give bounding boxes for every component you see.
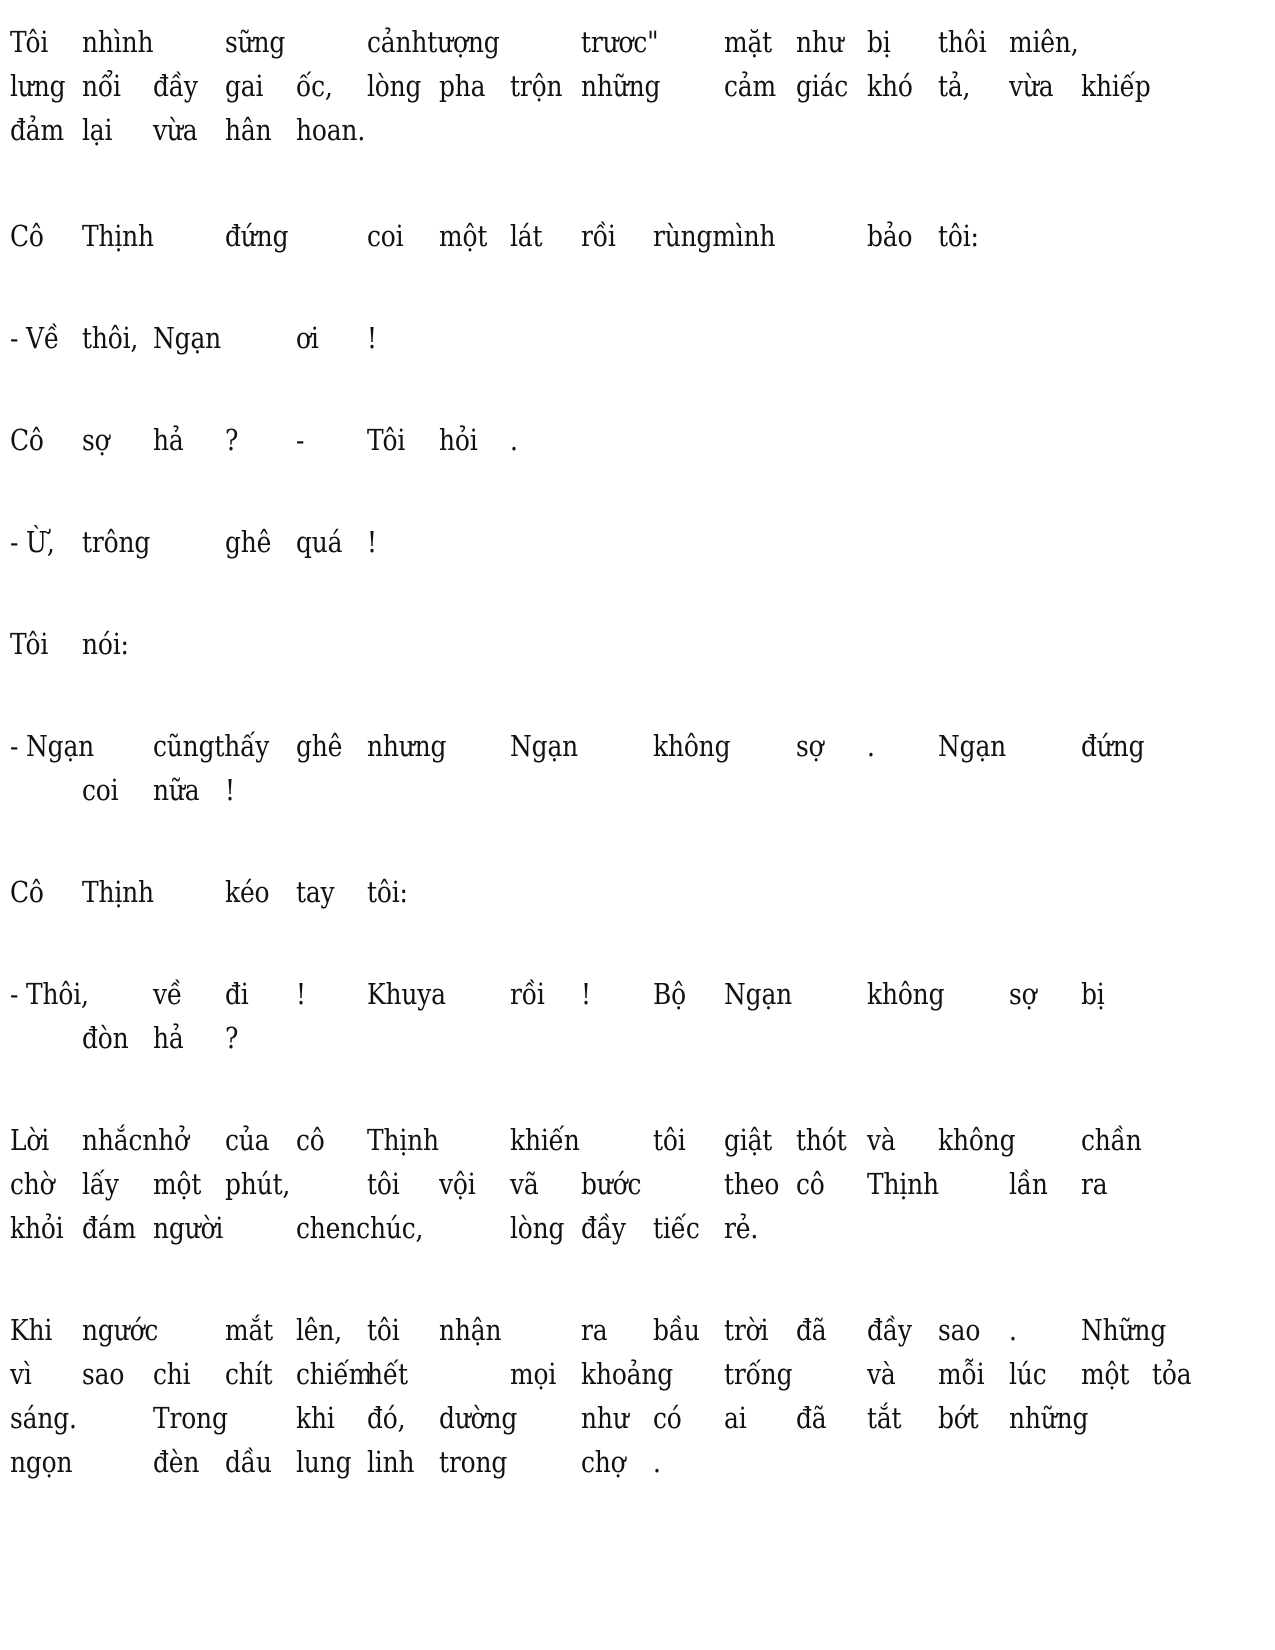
word: vừa <box>153 113 198 147</box>
word: như <box>796 25 844 59</box>
word: ! <box>367 525 377 559</box>
word: nhận <box>439 1313 502 1347</box>
word: ơi <box>296 321 319 355</box>
word: rùngmình <box>653 219 776 253</box>
word: khoảng <box>581 1357 674 1391</box>
word: bớt <box>938 1401 979 1435</box>
word: Cô <box>10 219 44 253</box>
word: dầu <box>225 1445 272 1479</box>
word: Ngạn <box>938 729 1007 763</box>
word: hân <box>225 113 272 147</box>
word: coi <box>82 773 119 807</box>
word: đèn <box>153 1445 200 1479</box>
word: ghê <box>225 525 272 559</box>
word: phút, <box>225 1167 291 1201</box>
word: Ngạn <box>510 729 579 763</box>
word: lấy <box>82 1167 119 1201</box>
word: giật <box>724 1123 773 1157</box>
word: gai <box>225 69 264 103</box>
word: thót <box>796 1123 847 1157</box>
word: Thịnh <box>867 1167 939 1201</box>
word: người <box>153 1211 224 1245</box>
word: đòn <box>82 1021 129 1055</box>
text-line <box>0 974 1275 1014</box>
word: lần <box>1009 1167 1048 1201</box>
word: quá <box>296 525 343 559</box>
word: coi <box>367 219 404 253</box>
word: tiếc <box>653 1211 700 1245</box>
word: trông <box>82 525 151 559</box>
word: của <box>225 1123 270 1157</box>
text-line <box>0 1442 1275 1482</box>
word: trộn <box>510 69 563 103</box>
word: đứng <box>225 219 289 253</box>
word: tay <box>296 875 335 909</box>
word: ? <box>225 423 239 457</box>
word: mỗi <box>938 1357 985 1391</box>
word: Khuya <box>367 977 446 1011</box>
word: mắt <box>225 1313 274 1347</box>
word: cô <box>796 1167 825 1201</box>
word: miên, <box>1009 25 1079 59</box>
text-line <box>0 522 1275 562</box>
word: đã <box>796 1401 827 1435</box>
word: tả, <box>938 69 971 103</box>
word: Khi <box>10 1313 53 1347</box>
word: ! <box>581 977 591 1011</box>
word: chợ <box>581 1445 626 1479</box>
word: ! <box>225 773 235 807</box>
word: . <box>1009 1313 1017 1347</box>
word: - Thôi, <box>10 977 89 1011</box>
word: Ngạn <box>724 977 793 1011</box>
word: . <box>510 423 518 457</box>
word: - Ừ, <box>10 525 55 559</box>
word: nổi <box>82 69 121 103</box>
word: vừa <box>1009 69 1054 103</box>
word: đầy <box>153 69 198 103</box>
word: ngọn <box>10 1445 73 1479</box>
word: rồi <box>581 219 616 253</box>
text-line <box>0 420 1275 460</box>
word: sợ <box>1009 977 1037 1011</box>
text-line <box>0 1310 1275 1350</box>
text-line <box>0 110 1275 150</box>
word: tỏa <box>1152 1357 1192 1391</box>
word: bị <box>867 25 891 59</box>
word: rẻ. <box>724 1211 759 1245</box>
word: đầy <box>867 1313 912 1347</box>
text-line <box>0 770 1275 810</box>
word: mặt <box>724 25 773 59</box>
word: dường <box>439 1401 518 1435</box>
word: vã <box>510 1167 539 1201</box>
word: cũngthấy <box>153 729 270 763</box>
word: sao <box>938 1313 981 1347</box>
word: không <box>938 1123 1016 1157</box>
word: lòng <box>510 1211 565 1245</box>
text-line <box>0 1398 1275 1438</box>
word: ngước <box>82 1313 159 1347</box>
word: lên, <box>296 1313 343 1347</box>
word: chần <box>1081 1123 1142 1157</box>
word: - <box>296 423 305 457</box>
word: đi <box>225 977 249 1011</box>
word: Tôi <box>367 423 406 457</box>
word: ? <box>225 1021 239 1055</box>
word: kéo <box>225 875 270 909</box>
word: rồi <box>510 977 545 1011</box>
text-line <box>0 318 1275 358</box>
word: pha <box>439 69 486 103</box>
word: chenchúc, <box>296 1211 424 1245</box>
word: ! <box>296 977 306 1011</box>
word: khiếp <box>1081 69 1151 103</box>
word: Cô <box>10 423 44 457</box>
word: đó, <box>367 1401 406 1435</box>
text-line <box>0 66 1275 106</box>
word: - Ngạn <box>10 729 95 763</box>
text-line <box>0 726 1275 766</box>
word: và <box>867 1357 896 1391</box>
word: nữa <box>153 773 200 807</box>
text-line <box>0 872 1275 912</box>
word: hỏi <box>439 423 478 457</box>
word: cảnhtượng <box>367 25 500 59</box>
word: nói: <box>82 627 129 661</box>
word: lát <box>510 219 543 253</box>
word: hả <box>153 1021 184 1055</box>
word: nhình <box>82 25 154 59</box>
word: ghê <box>296 729 343 763</box>
word: Bộ <box>653 977 687 1011</box>
word: hết <box>367 1357 408 1391</box>
word: khiến <box>510 1123 580 1157</box>
word: bầu <box>653 1313 700 1347</box>
word: như <box>581 1401 629 1435</box>
word: sợ <box>796 729 824 763</box>
text-line <box>0 1164 1275 1204</box>
word: đám <box>82 1211 136 1245</box>
word: lại <box>82 113 113 147</box>
word: lung <box>296 1445 352 1479</box>
word: nhắcnhở <box>82 1123 189 1157</box>
word: Cô <box>10 875 44 909</box>
word: khi <box>296 1401 335 1435</box>
word: lưng <box>10 69 66 103</box>
word: linh <box>367 1445 415 1479</box>
word: trống <box>724 1357 793 1391</box>
text-line <box>0 216 1275 256</box>
word: Thịnh <box>367 1123 439 1157</box>
word: sững <box>225 25 286 59</box>
word: Những <box>1081 1313 1167 1347</box>
word: tôi <box>367 1313 400 1347</box>
word: theo <box>724 1167 780 1201</box>
word: chờ <box>10 1167 55 1201</box>
text-line <box>0 1120 1275 1160</box>
word: Thịnh <box>82 875 154 909</box>
word: ai <box>724 1401 747 1435</box>
word: - Về <box>10 321 60 355</box>
word: một <box>439 219 488 253</box>
word: ! <box>367 321 377 355</box>
text-line <box>0 624 1275 664</box>
word: chi <box>153 1357 191 1391</box>
word: trong <box>439 1445 508 1479</box>
word: . <box>867 729 875 763</box>
word: đã <box>796 1313 827 1347</box>
word: Trong <box>153 1401 228 1435</box>
word: hoan. <box>296 113 366 147</box>
word: tôi: <box>367 875 408 909</box>
word: tôi: <box>938 219 979 253</box>
word: thôi <box>938 25 987 59</box>
word: sáng. <box>10 1401 77 1435</box>
word: những <box>581 69 661 103</box>
word: khó <box>867 69 913 103</box>
word: vì <box>10 1357 32 1391</box>
word: Thịnh <box>82 219 154 253</box>
word: bước <box>581 1167 642 1201</box>
word: mọi <box>510 1357 557 1391</box>
word: sợ <box>82 423 110 457</box>
word: hả <box>153 423 184 457</box>
word: có <box>653 1401 682 1435</box>
word: ra <box>581 1313 608 1347</box>
word: nhưng <box>367 729 447 763</box>
word: vội <box>439 1167 476 1201</box>
word: ốc, <box>296 69 333 103</box>
word: trươc" <box>581 25 659 59</box>
word: ra <box>1081 1167 1108 1201</box>
word: những <box>1009 1401 1089 1435</box>
word: không <box>653 729 731 763</box>
word: trời <box>724 1313 769 1347</box>
word: về <box>153 977 183 1011</box>
word: tắt <box>867 1401 902 1435</box>
word: chiếm <box>296 1357 373 1391</box>
text-line <box>0 22 1275 62</box>
word: đứng <box>1081 729 1145 763</box>
word: lúc <box>1009 1357 1047 1391</box>
word: thôi, <box>82 321 139 355</box>
word: cảm <box>724 69 776 103</box>
word: tôi <box>367 1167 400 1201</box>
word: giác <box>796 69 849 103</box>
word: đảm <box>10 113 64 147</box>
word: Lời <box>10 1123 50 1157</box>
word: bị <box>1081 977 1105 1011</box>
word: một <box>153 1167 202 1201</box>
text-line <box>0 1208 1275 1248</box>
word: . <box>653 1445 661 1479</box>
word: và <box>867 1123 896 1157</box>
word: bảo <box>867 219 913 253</box>
word: đầy <box>581 1211 626 1245</box>
word: Tôi <box>10 627 49 661</box>
word: khỏi <box>10 1211 64 1245</box>
text-line <box>0 1018 1275 1058</box>
word: sao <box>82 1357 125 1391</box>
word: tôi <box>653 1123 686 1157</box>
text-line <box>0 1354 1275 1394</box>
word: lòng <box>367 69 422 103</box>
word: một <box>1081 1357 1130 1391</box>
word: chít <box>225 1357 273 1391</box>
word: Ngạn <box>153 321 222 355</box>
word: Tôi <box>10 25 49 59</box>
word: không <box>867 977 945 1011</box>
word: cô <box>296 1123 325 1157</box>
